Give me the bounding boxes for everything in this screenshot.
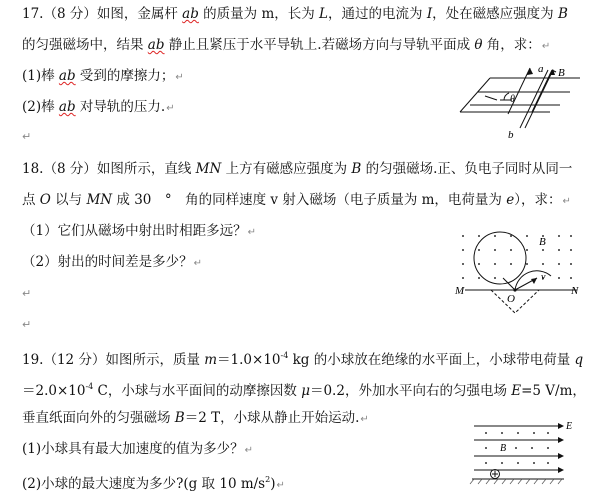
q18-magnetic-field-figure [455,228,585,313]
q18-line-2: 点 O 以与 MN 成 30 ° 角的同样速度 v 射入磁场（电子质量为 m，电荷量为 e），求：↵ [22,192,571,208]
q18-line-1: 18.（8 分）如图所示，直线 MN 上方有磁感应强度为 B 的匀强磁场.正、负电子同时从同一 [22,161,573,177]
q17-label-a: a [538,63,544,75]
q19-line-5: (2)小球的最大速度为多少?(g 取 10 $m/s^2)↵$ [22,475,285,492]
blank-line-mark: ↵ [22,287,32,300]
q19-line-2: $=2.0\times 10^{-4}$ C，小球与水平面间的动摩擦因数 μ＝0.2，外加水平向右的匀强电场 E=5 V/m， [22,382,586,399]
q18-label-B: B [539,236,546,248]
q18-label-O: O [507,293,515,305]
blank-line-mark: ↵ [22,130,32,143]
q19-line-4: (1)小球具有最大加速度的值为多少？↵ [22,441,254,457]
q19-line-3: 垂直纸面向外的匀强磁场 B＝2 T，小球从静止开始运动.↵ [22,410,369,426]
q18-line-4: （2）射出的时间差是多少？↵ [22,254,202,270]
q18-label-N: N [571,285,579,297]
q17-rail-figure [440,60,590,140]
q19-line-1: 19.（12 分）如图所示，质量 $m=1.0\times 10^{-4}$ kg 的小球放在绝缘的水平面上，小球带电荷量 q [22,351,584,368]
q17-line-2: 的匀强磁场中，结果 ab 静止且紧压于水平导轨上.若磁场方向与导轨平面成 θ 角，求：↵ [22,37,551,53]
q18-line-3: （1）它们从磁场中射出时相距多远？↵ [22,223,256,239]
q19-field-figure [468,418,578,492]
q18-label-v: v [541,272,546,283]
q17-line-1: 17.（8 分）如图，金属杆 ab 的质量为 m，长为 L，通过的电流为 I，处在磁感应强度为 B [22,6,568,22]
q17-line-4: (2)棒 ab 对导轨的压力.↵ [22,99,175,115]
q19-label-B: B [500,443,507,454]
q17-label-b: b [508,129,514,141]
q19-label-E: E [566,421,573,432]
q18-label-M: M [455,285,465,297]
q17-label-B: B [558,67,565,79]
blank-line-mark: ↵ [22,318,32,331]
q17-line-3: (1)棒 ab 受到的摩擦力；↵ [22,68,184,84]
q17-label-theta: θ [510,94,515,105]
